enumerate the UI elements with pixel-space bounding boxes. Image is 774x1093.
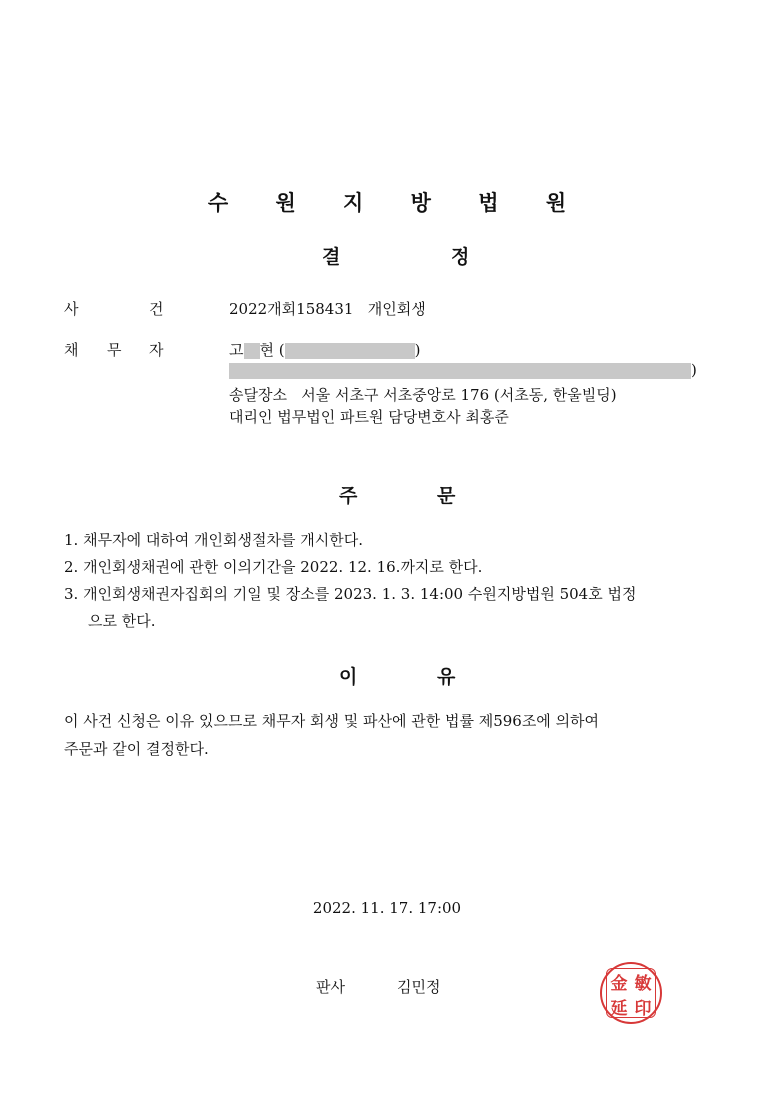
order-heading-right: 문: [437, 485, 456, 507]
service-label: 송달장소: [229, 386, 287, 404]
order-num: 1.: [64, 531, 79, 549]
paren-open: (: [278, 341, 285, 359]
seal-char: 金: [610, 974, 628, 994]
debtor-label-2: 무: [107, 341, 122, 359]
debtor-name-first: 고: [229, 341, 244, 359]
redacted-address: [229, 363, 691, 379]
address-close: ): [691, 361, 697, 379]
redacted-id: [285, 343, 415, 359]
service-line: [229, 384, 617, 405]
paren-close: ): [414, 341, 421, 359]
court-name: 수 원 지 방 법 원: [207, 191, 587, 215]
case-number: 2022개회158431: [229, 300, 354, 318]
agent-line: 대리인 법무법인 파트원 담당변호사 최홍준: [229, 408, 509, 426]
judge-seal-icon: [600, 962, 662, 1024]
reason-heading-right: 유: [437, 666, 456, 688]
order-heading-left: 주: [339, 485, 358, 507]
doc-type-right: 정: [451, 246, 470, 268]
seal-char: 印: [634, 999, 652, 1019]
seal-char: 敏: [634, 974, 652, 994]
debtor-address-line: [229, 361, 697, 379]
order-text: 채무자에 대하여 개인회생절차를 개시한다.: [83, 531, 363, 549]
order-text: 개인회생채권자집회의 기일 및 장소를 2023. 1. 3. 14:00 수원지방법원 504호 법정: [83, 585, 637, 603]
case-type: 개인회생: [367, 300, 426, 318]
order-num: 2.: [64, 558, 79, 576]
order-item-3: [64, 583, 636, 604]
case-number-line: [229, 298, 426, 319]
order-text: 개인회생채권에 관한 이의기간을 2022. 12. 16.까지로 한다.: [83, 558, 483, 576]
reason-line-2: 주문과 같이 결정한다.: [64, 740, 209, 758]
decision-date: 2022. 11. 17. 17:00: [312, 899, 462, 917]
debtor-label-1: 채: [64, 341, 79, 359]
doc-type-left: 결: [322, 246, 341, 268]
order-item-2: [64, 556, 482, 577]
reason-heading-left: 이: [339, 666, 358, 688]
seal-frame: [606, 968, 656, 1018]
judge-title: 판사: [316, 978, 345, 996]
case-label-1: 사: [64, 300, 79, 318]
debtor-name-last: 현: [259, 341, 274, 359]
debtor-name-line: [229, 339, 421, 360]
seal-char: 延: [610, 999, 628, 1019]
reason-line-1: 이 사건 신청은 이유 있으므로 채무자 회생 및 파산에 관한 법률 제596조에 의하여: [64, 712, 600, 730]
case-label-2: 건: [149, 300, 164, 318]
service-address: 서울 서초구 서초중앙로 176 (서초동, 한울빌딩): [301, 386, 617, 404]
order-item-1: [64, 529, 363, 550]
order-item-3-cont: 으로 한다.: [88, 612, 156, 630]
order-num: 3.: [64, 585, 79, 603]
redacted-name: [244, 343, 260, 359]
judge-name: 김민정: [397, 978, 441, 996]
debtor-label-3: 자: [149, 341, 164, 359]
